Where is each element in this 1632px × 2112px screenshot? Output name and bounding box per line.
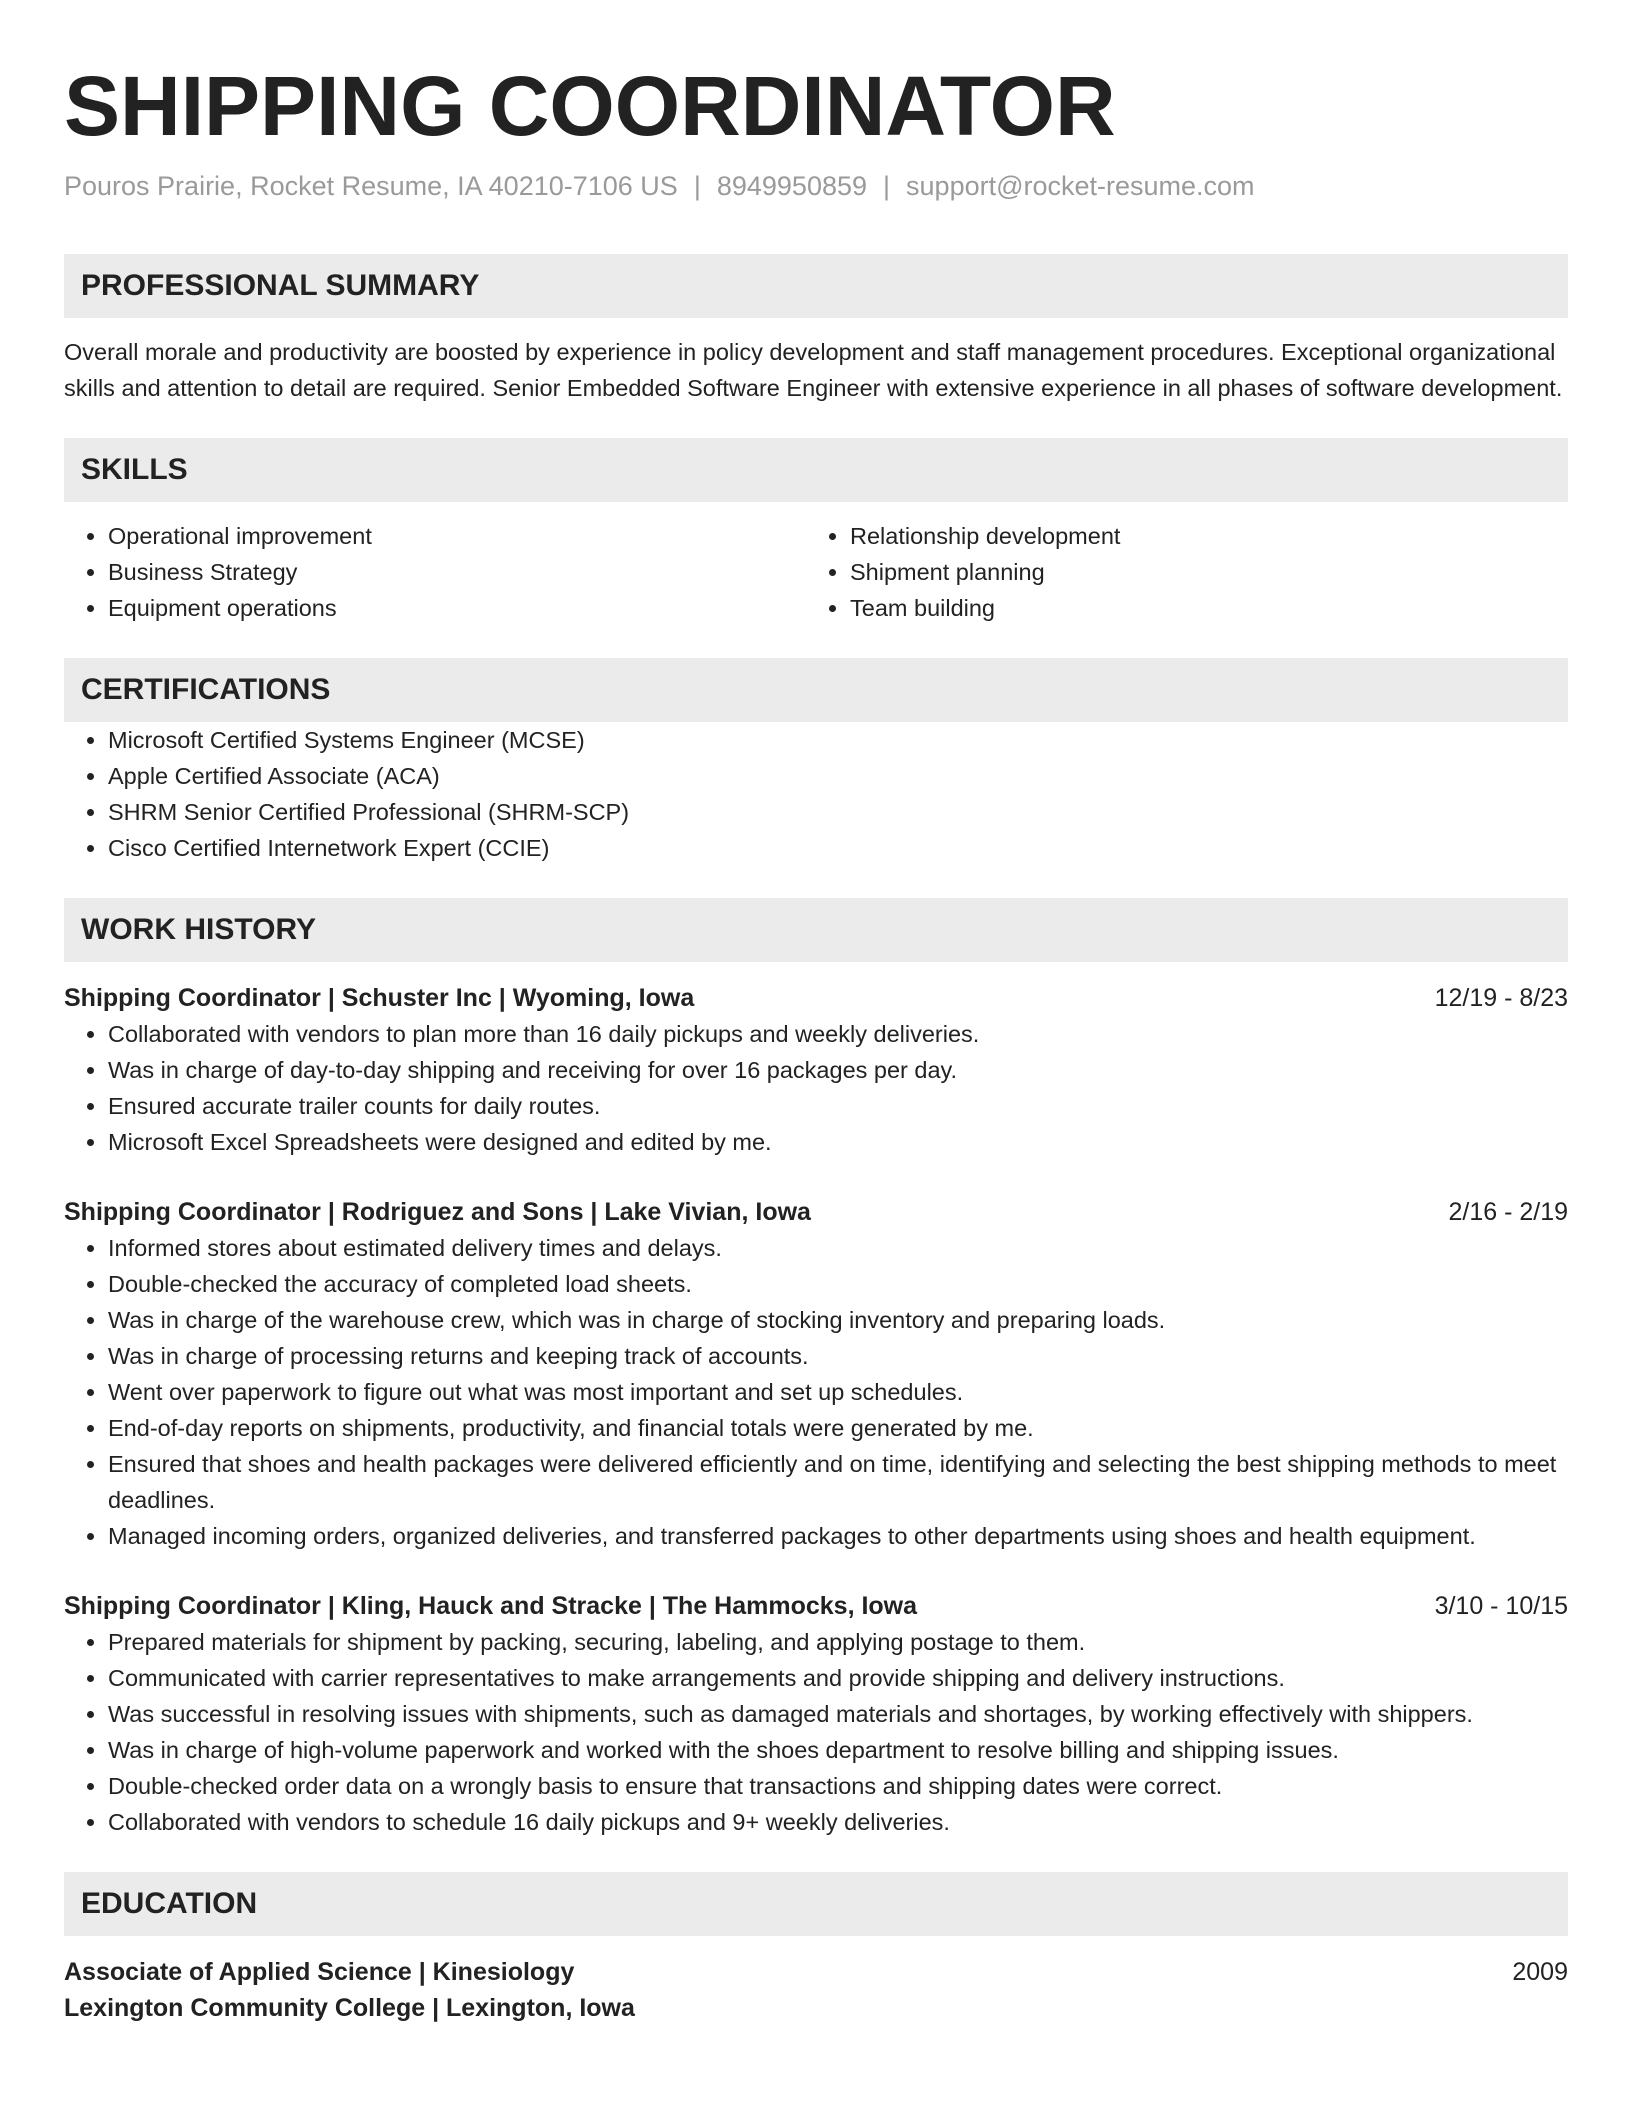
- education-year: 2009: [1512, 1958, 1568, 1986]
- job-bullet: • Was in charge of the warehouse crew, which was in charge of stocking inventory and preparing loads.: [108, 1302, 1568, 1338]
- contact-separator: |: [693, 171, 701, 201]
- job-heading-row: [64, 1588, 1568, 1624]
- job-bullet: • Was successful in resolving issues with shipments, such as damaged materials and shortages, by working effectively with shippers.: [108, 1696, 1568, 1732]
- job-bullet: • End-of-day reports on shipments, productivity, and financial totals were generated by me.: [108, 1410, 1568, 1446]
- summary-section-header: PROFESSIONAL SUMMARY: [64, 254, 1568, 318]
- education-degree: Associate of Applied Science | Kinesiology: [64, 1958, 575, 1986]
- certification-item: • Apple Certified Associate (ACA): [108, 758, 1568, 794]
- summary-text: Overall morale and productivity are boosted by experience in policy development and staff management procedures. Exceptional organizational skills and attention to detail are required. Senior Embedded Software Engineer with extensive experience in all phases of software development.: [64, 339, 1563, 401]
- job-heading-row: [64, 980, 1568, 1016]
- job-bullet: • Managed incoming orders, organized deliveries, and transferred packages to other departments using shoes and health equipment.: [108, 1518, 1568, 1554]
- contact-email: support@rocket-resume.com: [906, 171, 1255, 201]
- certification-item: • Cisco Certified Internetwork Expert (CCIE): [108, 830, 1568, 866]
- job-bullet-list: [64, 1624, 1568, 1840]
- skill-item: • Equipment operations: [108, 590, 806, 626]
- job-heading-row: [64, 1194, 1568, 1230]
- job-bullet: • Went over paperwork to figure out what was most important and set up schedules.: [108, 1374, 1568, 1410]
- job-bullet: • Double-checked the accuracy of completed load sheets.: [108, 1266, 1568, 1302]
- job-title: Shipping Coordinator | Rodriguez and Sons | Lake Vivian, Iowa: [64, 1198, 811, 1226]
- job-bullet-list: [64, 1230, 1568, 1554]
- job-bullet: • Was in charge of day-to-day shipping and receiving for over 16 packages per day.: [108, 1052, 1568, 1088]
- job-bullet: • Was in charge of processing returns and keeping track of accounts.: [108, 1338, 1568, 1374]
- contact-line: [64, 168, 1568, 204]
- contact-separator: |: [883, 171, 891, 201]
- certifications-section-header: CERTIFICATIONS: [64, 658, 1568, 722]
- job-bullet: • Collaborated with vendors to schedule 16 daily pickups and 9+ weekly deliveries.: [108, 1804, 1568, 1840]
- job-dates: 2/16 - 2/19: [1448, 1198, 1568, 1226]
- education-school: Lexington Community College | Lexington, Iowa: [64, 1994, 635, 2022]
- job-bullet: • Microsoft Excel Spreadsheets were designed and edited by me.: [108, 1124, 1568, 1160]
- skills-section-header: SKILLS: [64, 438, 1568, 502]
- skills-column-left: [64, 518, 806, 626]
- contact-address: Pouros Prairie, Rocket Resume, IA 40210-7106 US: [64, 171, 678, 201]
- skill-item: • Operational improvement: [108, 518, 806, 554]
- work-history-section-header: WORK HISTORY: [64, 898, 1568, 962]
- education-heading-row: [64, 1954, 1568, 1990]
- skill-item: • Relationship development: [850, 518, 1548, 554]
- job-bullet: • Communicated with carrier representatives to make arrangements and provide shipping and delivery instructions.: [108, 1660, 1568, 1696]
- job-title: Shipping Coordinator | Schuster Inc | Wyoming, Iowa: [64, 984, 695, 1012]
- education-section-header: EDUCATION: [64, 1872, 1568, 1936]
- job-dates: 3/10 - 10/15: [1434, 1592, 1568, 1620]
- job-bullet-list: [64, 1016, 1568, 1160]
- job-bullet: • Was in charge of high-volume paperwork and worked with the shoes department to resolve billing and shipping issues.: [108, 1732, 1568, 1768]
- job-bullet: • Informed stores about estimated delivery times and delays.: [108, 1230, 1568, 1266]
- job-bullet: • Collaborated with vendors to plan more than 16 daily pickups and weekly deliveries.: [108, 1016, 1568, 1052]
- job-dates: 12/19 - 8/23: [1434, 984, 1568, 1012]
- resume-title: SHIPPING COORDINATOR: [64, 59, 1116, 153]
- certification-item: • Microsoft Certified Systems Engineer (MCSE): [108, 722, 1568, 758]
- contact-phone: 8949950859: [716, 171, 868, 201]
- skill-item: • Business Strategy: [108, 554, 806, 590]
- skill-item: • Shipment planning: [850, 554, 1548, 590]
- certifications-list: [64, 722, 1568, 866]
- skills-column-right: [806, 518, 1548, 626]
- job-bullet: • Ensured accurate trailer counts for daily routes.: [108, 1088, 1568, 1124]
- certification-item: • SHRM Senior Certified Professional (SHRM-SCP): [108, 794, 1568, 830]
- skills-grid: [64, 518, 1568, 626]
- skill-item: • Team building: [850, 590, 1548, 626]
- job-bullet: • Ensured that shoes and health packages were delivered efficiently and on time, identifying and selecting the best shipping methods to meet deadlines.: [108, 1446, 1568, 1518]
- job-bullet: • Prepared materials for shipment by packing, securing, labeling, and applying postage to them.: [108, 1624, 1568, 1660]
- job-title: Shipping Coordinator | Kling, Hauck and Stracke | The Hammocks, Iowa: [64, 1592, 918, 1620]
- job-bullet: • Double-checked order data on a wrongly basis to ensure that transactions and shipping dates were correct.: [108, 1768, 1568, 1804]
